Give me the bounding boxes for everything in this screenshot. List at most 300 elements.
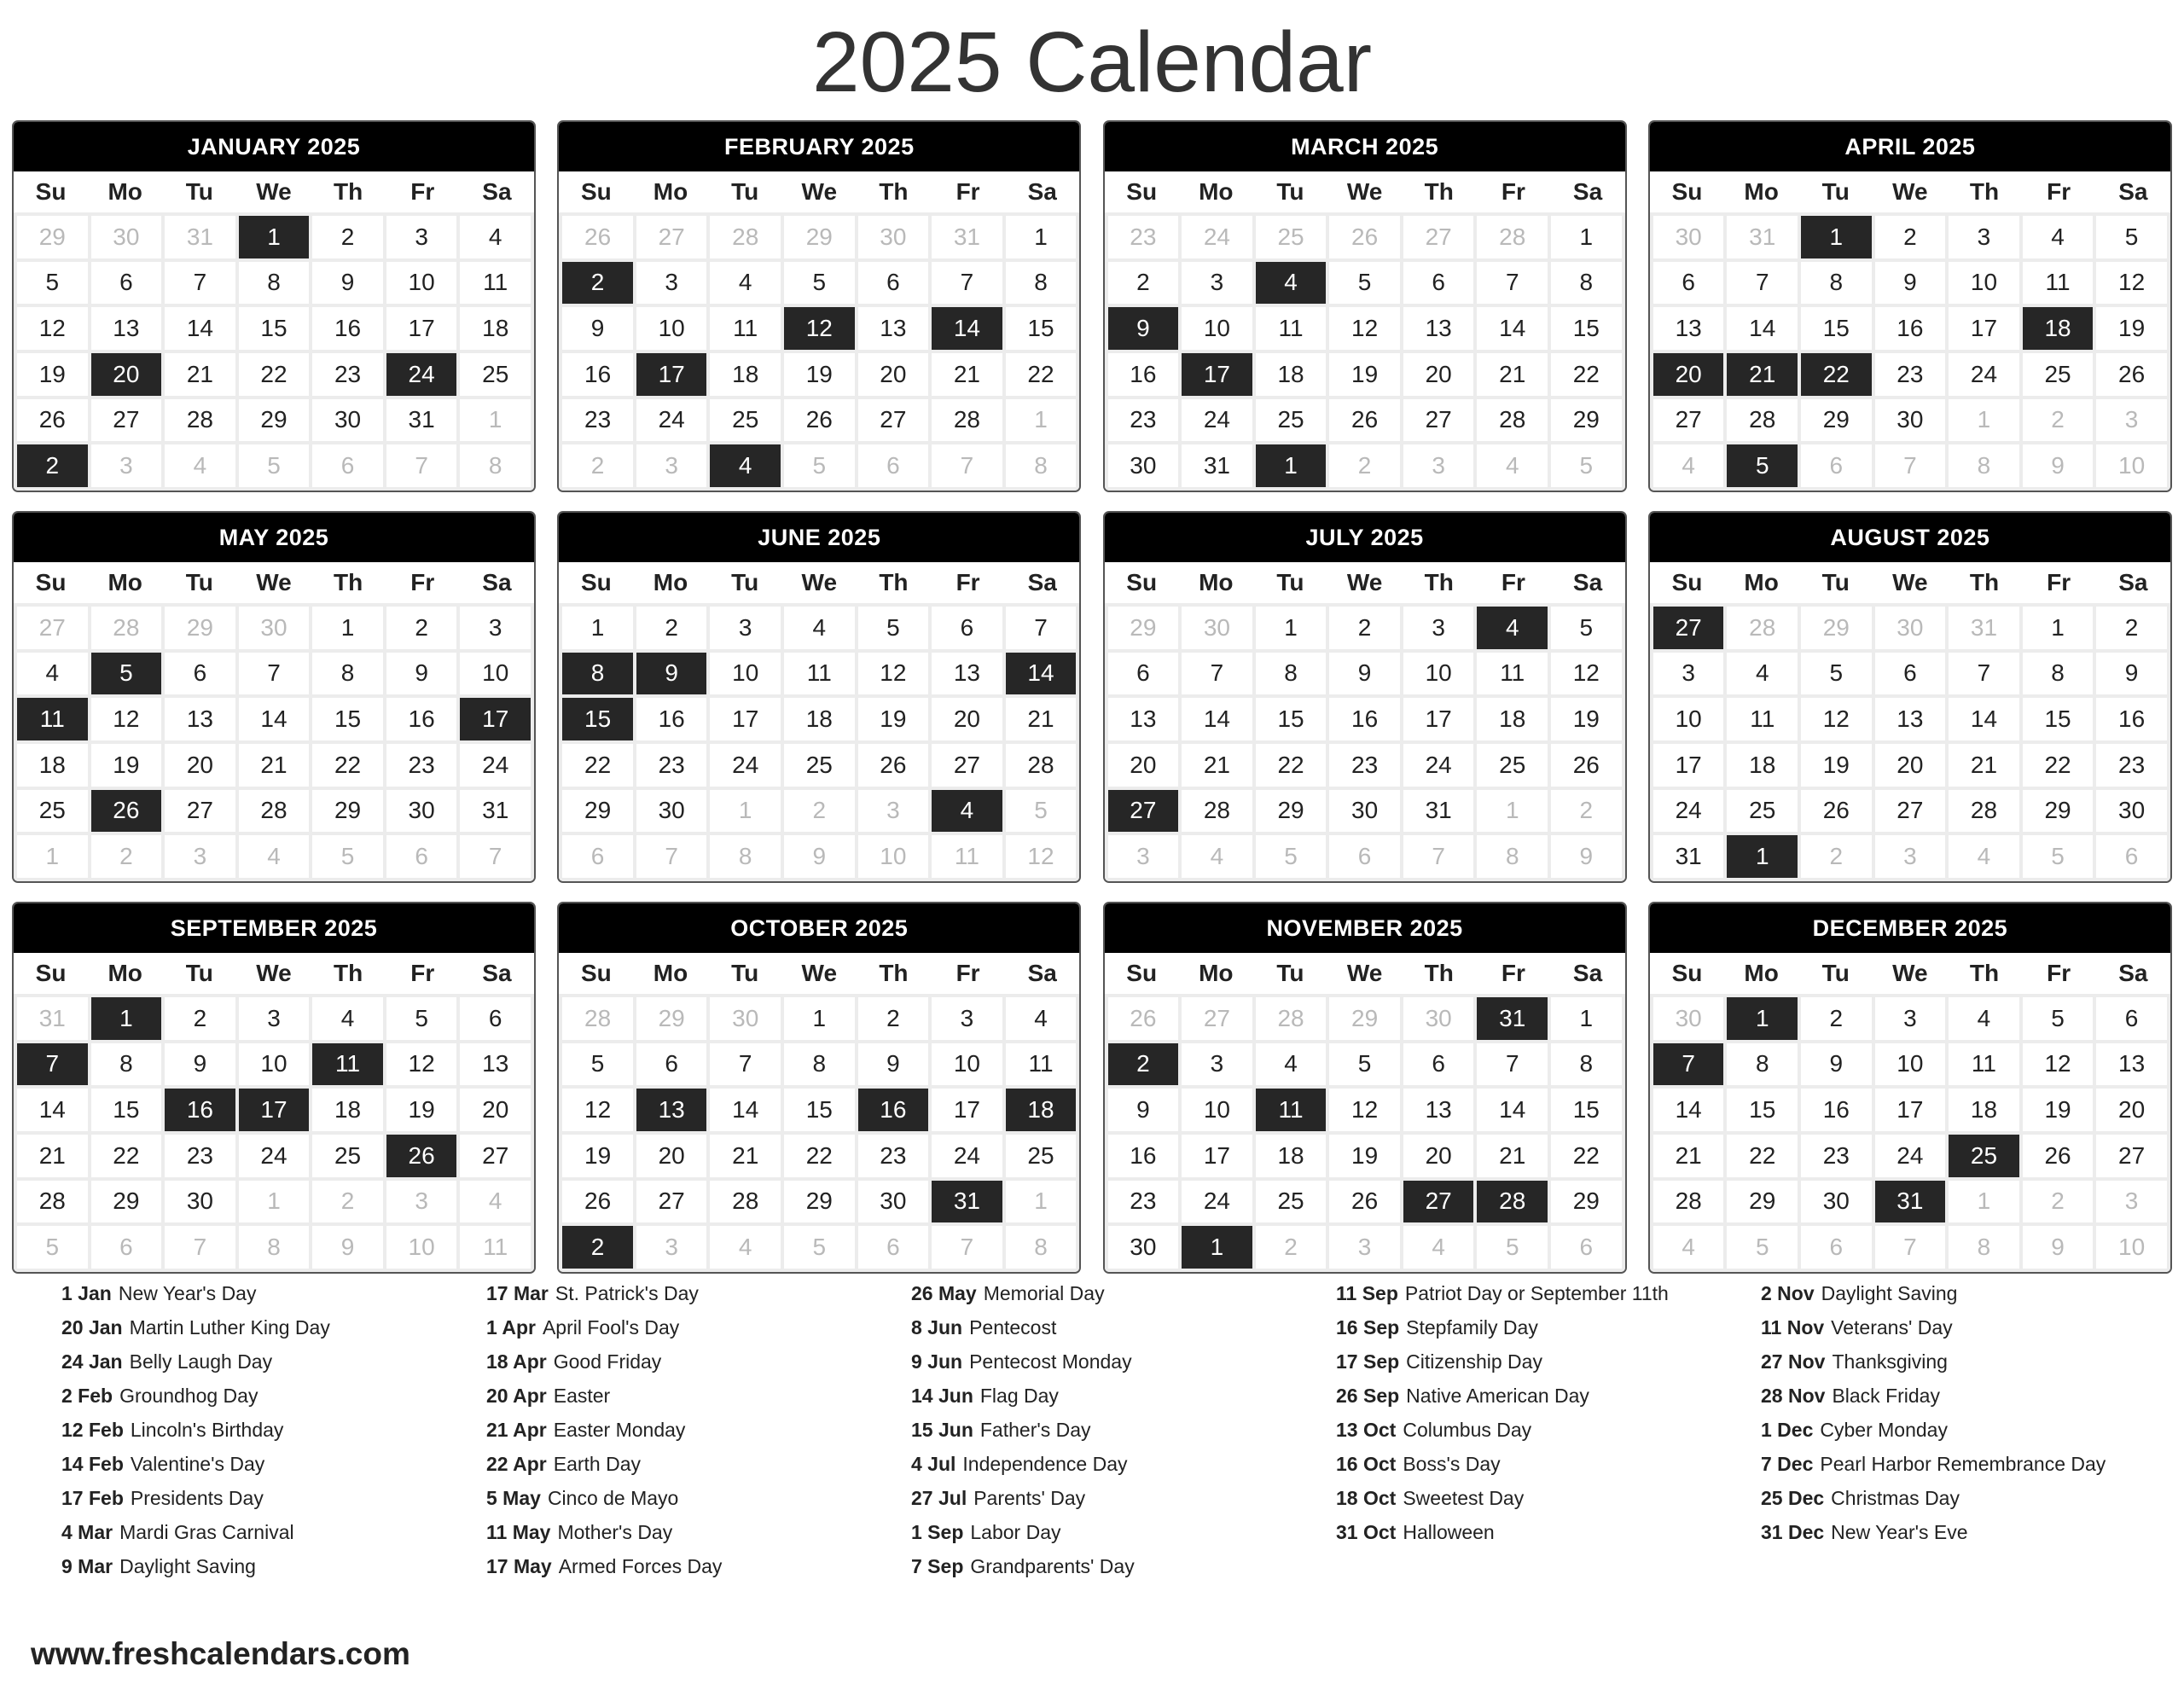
day-cell-highlighted[interactable]: 5 [1727,444,1798,487]
day-cell[interactable]: 12 [386,1043,457,1086]
day-cell-adjacent-month[interactable]: 26 [1108,997,1179,1040]
day-cell[interactable]: 15 [1256,698,1327,740]
day-cell[interactable]: 23 [858,1135,929,1177]
day-cell-adjacent-month[interactable]: 26 [1329,216,1400,258]
day-cell[interactable]: 18 [710,353,781,396]
day-cell-adjacent-month[interactable]: 28 [1256,997,1327,1040]
day-cell[interactable]: 6 [932,607,1002,649]
day-cell[interactable]: 22 [1727,1135,1798,1177]
day-cell-adjacent-month[interactable]: 6 [1551,1226,1622,1269]
day-cell[interactable]: 8 [784,1043,855,1086]
day-cell[interactable]: 8 [239,262,310,305]
day-cell[interactable]: 18 [1256,353,1327,396]
day-cell-adjacent-month[interactable]: 8 [1477,835,1548,878]
day-cell-adjacent-month[interactable]: 5 [312,835,383,878]
day-cell[interactable]: 14 [1477,307,1548,350]
day-cell[interactable]: 3 [1653,653,1724,695]
day-cell[interactable]: 8 [1551,1043,1622,1086]
day-cell[interactable]: 27 [91,399,162,442]
day-cell[interactable]: 2 [1875,216,1946,258]
day-cell[interactable]: 21 [1949,744,2019,787]
day-cell[interactable]: 2 [858,997,929,1040]
day-cell[interactable]: 29 [1727,1181,1798,1223]
day-cell-adjacent-month[interactable]: 8 [1949,1226,2019,1269]
day-cell-adjacent-month[interactable]: 8 [239,1226,310,1269]
day-cell[interactable]: 29 [1801,399,1872,442]
day-cell[interactable]: 20 [932,698,1002,740]
day-cell-adjacent-month[interactable]: 2 [2023,1181,2094,1223]
day-cell[interactable]: 23 [165,1135,235,1177]
day-cell[interactable]: 21 [932,353,1002,396]
day-cell-adjacent-month[interactable]: 9 [2023,1226,2094,1269]
day-cell[interactable]: 20 [858,353,929,396]
day-cell[interactable]: 20 [636,1135,707,1177]
day-cell[interactable]: 10 [710,653,781,695]
day-cell[interactable]: 29 [312,790,383,833]
day-cell-adjacent-month[interactable]: 3 [1875,835,1946,878]
day-cell[interactable]: 30 [1875,399,1946,442]
day-cell[interactable]: 6 [91,262,162,305]
day-cell[interactable]: 2 [312,216,383,258]
day-cell[interactable]: 19 [858,698,929,740]
day-cell[interactable]: 20 [1108,744,1179,787]
day-cell[interactable]: 17 [710,698,781,740]
day-cell[interactable]: 18 [17,744,88,787]
day-cell-adjacent-month[interactable]: 3 [636,444,707,487]
day-cell-adjacent-month[interactable]: 1 [460,399,531,442]
day-cell-highlighted[interactable]: 17 [460,698,531,740]
day-cell[interactable]: 6 [460,997,531,1040]
day-cell[interactable]: 11 [460,262,531,305]
day-cell[interactable]: 14 [1653,1089,1724,1131]
day-cell[interactable]: 15 [784,1089,855,1131]
day-cell-adjacent-month[interactable]: 4 [1653,444,1724,487]
day-cell[interactable]: 29 [1551,399,1622,442]
day-cell[interactable]: 8 [1256,653,1327,695]
day-cell[interactable]: 3 [1182,262,1252,305]
day-cell-highlighted[interactable]: 16 [165,1089,235,1131]
day-cell[interactable]: 7 [1182,653,1252,695]
day-cell-adjacent-month[interactable]: 3 [91,444,162,487]
day-cell[interactable]: 4 [460,216,531,258]
day-cell[interactable]: 12 [858,653,929,695]
day-cell[interactable]: 8 [312,653,383,695]
day-cell[interactable]: 21 [1477,1135,1548,1177]
day-cell[interactable]: 14 [710,1089,781,1131]
day-cell[interactable]: 17 [1182,1135,1252,1177]
day-cell[interactable]: 19 [17,353,88,396]
day-cell-adjacent-month[interactable]: 29 [784,216,855,258]
day-cell[interactable]: 6 [636,1043,707,1086]
day-cell-adjacent-month[interactable]: 7 [636,835,707,878]
day-cell[interactable]: 8 [1727,1043,1798,1086]
day-cell[interactable]: 15 [1551,307,1622,350]
day-cell[interactable]: 11 [710,307,781,350]
day-cell[interactable]: 2 [1801,997,1872,1040]
day-cell[interactable]: 29 [784,1181,855,1223]
day-cell[interactable]: 6 [1403,1043,1474,1086]
day-cell[interactable]: 27 [858,399,929,442]
day-cell-highlighted[interactable]: 14 [1006,653,1077,695]
day-cell[interactable]: 16 [562,353,633,396]
day-cell[interactable]: 5 [17,262,88,305]
day-cell[interactable]: 21 [1653,1135,1724,1177]
day-cell[interactable]: 4 [710,262,781,305]
day-cell-adjacent-month[interactable]: 11 [460,1226,531,1269]
day-cell-highlighted[interactable]: 20 [91,353,162,396]
day-cell[interactable]: 6 [1875,653,1946,695]
day-cell[interactable]: 17 [386,307,457,350]
day-cell[interactable]: 4 [784,607,855,649]
day-cell[interactable]: 13 [1403,1089,1474,1131]
day-cell-adjacent-month[interactable]: 7 [1403,835,1474,878]
day-cell[interactable]: 9 [1108,1089,1179,1131]
day-cell[interactable]: 15 [1727,1089,1798,1131]
day-cell[interactable]: 15 [91,1089,162,1131]
day-cell[interactable]: 14 [1949,698,2019,740]
day-cell-adjacent-month[interactable]: 28 [562,997,633,1040]
day-cell[interactable]: 19 [386,1089,457,1131]
day-cell[interactable]: 19 [2023,1089,2094,1131]
day-cell[interactable]: 26 [858,744,929,787]
day-cell[interactable]: 18 [1727,744,1798,787]
day-cell[interactable]: 7 [710,1043,781,1086]
day-cell[interactable]: 11 [1477,653,1548,695]
day-cell-highlighted[interactable]: 13 [636,1089,707,1131]
day-cell[interactable]: 10 [1182,1089,1252,1131]
day-cell[interactable]: 26 [1551,744,1622,787]
day-cell[interactable]: 21 [17,1135,88,1177]
day-cell[interactable]: 15 [1006,307,1077,350]
day-cell-adjacent-month[interactable]: 31 [17,997,88,1040]
day-cell-highlighted[interactable]: 24 [386,353,457,396]
day-cell[interactable]: 28 [17,1181,88,1223]
day-cell-highlighted[interactable]: 4 [1477,607,1548,649]
day-cell[interactable]: 18 [784,698,855,740]
day-cell[interactable]: 12 [1801,698,1872,740]
day-cell[interactable]: 3 [460,607,531,649]
day-cell-highlighted[interactable]: 16 [858,1089,929,1131]
day-cell-adjacent-month[interactable]: 4 [165,444,235,487]
day-cell-highlighted[interactable]: 1 [1182,1226,1252,1269]
day-cell[interactable]: 7 [1477,262,1548,305]
day-cell[interactable]: 2 [386,607,457,649]
day-cell-highlighted[interactable]: 4 [932,790,1002,833]
day-cell[interactable]: 1 [1551,997,1622,1040]
day-cell[interactable]: 7 [239,653,310,695]
day-cell[interactable]: 23 [636,744,707,787]
day-cell-adjacent-month[interactable]: 2 [2023,399,2094,442]
day-cell[interactable]: 7 [1949,653,2019,695]
day-cell[interactable]: 1 [312,607,383,649]
day-cell-highlighted[interactable]: 1 [1801,216,1872,258]
day-cell[interactable]: 20 [1403,353,1474,396]
day-cell-adjacent-month[interactable]: 1 [1006,1181,1077,1223]
day-cell-adjacent-month[interactable]: 1 [1949,1181,2019,1223]
day-cell-adjacent-month[interactable]: 28 [91,607,162,649]
day-cell-adjacent-month[interactable]: 27 [17,607,88,649]
day-cell[interactable]: 18 [460,307,531,350]
day-cell-highlighted[interactable]: 1 [1256,444,1327,487]
day-cell-adjacent-month[interactable]: 6 [312,444,383,487]
day-cell[interactable]: 16 [386,698,457,740]
day-cell[interactable]: 6 [165,653,235,695]
day-cell[interactable]: 19 [562,1135,633,1177]
day-cell[interactable]: 13 [858,307,929,350]
day-cell[interactable]: 14 [1182,698,1252,740]
day-cell-highlighted[interactable]: 2 [562,1226,633,1269]
day-cell[interactable]: 30 [2096,790,2167,833]
day-cell-adjacent-month[interactable]: 23 [1108,216,1179,258]
day-cell[interactable]: 1 [2023,607,2094,649]
day-cell[interactable]: 29 [1551,1181,1622,1223]
day-cell[interactable]: 24 [710,744,781,787]
day-cell[interactable]: 24 [1875,1135,1946,1177]
day-cell-highlighted[interactable]: 17 [636,353,707,396]
day-cell[interactable]: 23 [1875,353,1946,396]
day-cell[interactable]: 1 [1256,607,1327,649]
day-cell[interactable]: 3 [710,607,781,649]
day-cell-highlighted[interactable]: 4 [710,444,781,487]
day-cell-highlighted[interactable]: 18 [2023,307,2094,350]
day-cell[interactable]: 1 [1551,216,1622,258]
day-cell[interactable]: 18 [1256,1135,1327,1177]
day-cell-adjacent-month[interactable]: 7 [460,835,531,878]
day-cell[interactable]: 31 [1403,790,1474,833]
day-cell[interactable]: 12 [17,307,88,350]
day-cell[interactable]: 2 [2096,607,2167,649]
day-cell[interactable]: 4 [1256,1043,1327,1086]
day-cell-adjacent-month[interactable]: 6 [858,444,929,487]
day-cell-adjacent-month[interactable]: 1 [710,790,781,833]
day-cell-adjacent-month[interactable]: 3 [386,1181,457,1223]
day-cell[interactable]: 28 [1006,744,1077,787]
day-cell[interactable]: 22 [239,353,310,396]
day-cell-highlighted[interactable]: 15 [562,698,633,740]
day-cell-adjacent-month[interactable]: 6 [1329,835,1400,878]
day-cell-adjacent-month[interactable]: 29 [1801,607,1872,649]
day-cell-adjacent-month[interactable]: 30 [1875,607,1946,649]
day-cell-adjacent-month[interactable]: 31 [1727,216,1798,258]
day-cell[interactable]: 15 [1801,307,1872,350]
day-cell-adjacent-month[interactable]: 1 [239,1181,310,1223]
day-cell[interactable]: 10 [1653,698,1724,740]
day-cell-adjacent-month[interactable]: 5 [1727,1226,1798,1269]
day-cell[interactable]: 30 [1108,444,1179,487]
day-cell-adjacent-month[interactable]: 3 [858,790,929,833]
day-cell-highlighted[interactable]: 27 [1653,607,1724,649]
day-cell[interactable]: 28 [1727,399,1798,442]
day-cell[interactable]: 9 [312,262,383,305]
day-cell[interactable]: 21 [710,1135,781,1177]
day-cell[interactable]: 25 [312,1135,383,1177]
day-cell[interactable]: 29 [91,1181,162,1223]
day-cell-adjacent-month[interactable]: 7 [932,1226,1002,1269]
day-cell[interactable]: 14 [165,307,235,350]
day-cell[interactable]: 27 [2096,1135,2167,1177]
day-cell[interactable]: 22 [784,1135,855,1177]
day-cell[interactable]: 30 [165,1181,235,1223]
day-cell-adjacent-month[interactable]: 6 [562,835,633,878]
day-cell[interactable]: 19 [1329,353,1400,396]
day-cell[interactable]: 20 [1875,744,1946,787]
day-cell[interactable]: 27 [636,1181,707,1223]
day-cell-adjacent-month[interactable]: 30 [858,216,929,258]
day-cell[interactable]: 16 [312,307,383,350]
day-cell-adjacent-month[interactable]: 9 [312,1226,383,1269]
day-cell[interactable]: 15 [2023,698,2094,740]
day-cell[interactable]: 13 [91,307,162,350]
day-cell[interactable]: 24 [636,399,707,442]
day-cell-adjacent-month[interactable]: 30 [1403,997,1474,1040]
day-cell[interactable]: 25 [17,790,88,833]
day-cell[interactable]: 26 [1801,790,1872,833]
day-cell[interactable]: 26 [1329,399,1400,442]
day-cell-adjacent-month[interactable]: 29 [1329,997,1400,1040]
day-cell[interactable]: 4 [2023,216,2094,258]
day-cell[interactable]: 25 [1256,399,1327,442]
day-cell[interactable]: 22 [1006,353,1077,396]
day-cell[interactable]: 27 [1875,790,1946,833]
day-cell[interactable]: 28 [165,399,235,442]
day-cell-adjacent-month[interactable]: 6 [2096,835,2167,878]
day-cell[interactable]: 11 [1727,698,1798,740]
day-cell[interactable]: 19 [91,744,162,787]
day-cell-adjacent-month[interactable]: 5 [1006,790,1077,833]
day-cell-adjacent-month[interactable]: 1 [1949,399,2019,442]
day-cell[interactable]: 24 [1403,744,1474,787]
day-cell[interactable]: 25 [460,353,531,396]
day-cell[interactable]: 10 [460,653,531,695]
day-cell[interactable]: 10 [1949,262,2019,305]
day-cell[interactable]: 9 [2096,653,2167,695]
day-cell-adjacent-month[interactable]: 8 [710,835,781,878]
day-cell[interactable]: 2 [165,997,235,1040]
day-cell[interactable]: 14 [17,1089,88,1131]
day-cell[interactable]: 5 [386,997,457,1040]
day-cell[interactable]: 5 [1329,262,1400,305]
day-cell-adjacent-month[interactable]: 6 [386,835,457,878]
day-cell-adjacent-month[interactable]: 10 [858,835,929,878]
day-cell-adjacent-month[interactable]: 4 [1949,835,2019,878]
day-cell[interactable]: 30 [1108,1226,1179,1269]
day-cell[interactable]: 3 [1875,997,1946,1040]
day-cell[interactable]: 25 [2023,353,2094,396]
day-cell[interactable]: 31 [1182,444,1252,487]
day-cell[interactable]: 14 [1727,307,1798,350]
day-cell[interactable]: 1 [1006,216,1077,258]
day-cell[interactable]: 4 [17,653,88,695]
day-cell[interactable]: 4 [312,997,383,1040]
day-cell-adjacent-month[interactable]: 27 [1182,997,1252,1040]
day-cell-adjacent-month[interactable]: 10 [2096,444,2167,487]
day-cell[interactable]: 7 [1006,607,1077,649]
day-cell-adjacent-month[interactable]: 30 [710,997,781,1040]
day-cell[interactable]: 12 [2096,262,2167,305]
day-cell[interactable]: 25 [1256,1181,1327,1223]
day-cell[interactable]: 7 [1477,1043,1548,1086]
day-cell[interactable]: 3 [636,262,707,305]
day-cell[interactable]: 20 [165,744,235,787]
day-cell[interactable]: 29 [239,399,310,442]
day-cell[interactable]: 2 [636,607,707,649]
day-cell-highlighted[interactable]: 9 [636,653,707,695]
day-cell-adjacent-month[interactable]: 8 [460,444,531,487]
day-cell[interactable]: 19 [2096,307,2167,350]
day-cell[interactable]: 16 [1329,698,1400,740]
day-cell-adjacent-month[interactable]: 30 [1653,216,1724,258]
day-cell[interactable]: 15 [312,698,383,740]
day-cell[interactable]: 5 [562,1043,633,1086]
day-cell[interactable]: 3 [932,997,1002,1040]
day-cell-adjacent-month[interactable]: 28 [1727,607,1798,649]
day-cell[interactable]: 25 [784,744,855,787]
day-cell[interactable]: 6 [2096,997,2167,1040]
day-cell[interactable]: 17 [1403,698,1474,740]
day-cell-adjacent-month[interactable]: 29 [1108,607,1179,649]
day-cell[interactable]: 13 [932,653,1002,695]
day-cell[interactable]: 9 [1801,1043,1872,1086]
day-cell-adjacent-month[interactable]: 24 [1182,216,1252,258]
day-cell-adjacent-month[interactable]: 7 [1875,444,1946,487]
day-cell[interactable]: 10 [1182,307,1252,350]
day-cell-highlighted[interactable]: 31 [1875,1181,1946,1223]
day-cell-highlighted[interactable]: 4 [1256,262,1327,305]
day-cell-adjacent-month[interactable]: 6 [1801,444,1872,487]
day-cell-adjacent-month[interactable]: 7 [386,444,457,487]
day-cell[interactable]: 24 [1182,1181,1252,1223]
day-cell[interactable]: 9 [165,1043,235,1086]
day-cell[interactable]: 7 [932,262,1002,305]
day-cell[interactable]: 16 [1108,353,1179,396]
day-cell-adjacent-month[interactable]: 10 [2096,1226,2167,1269]
day-cell[interactable]: 22 [1551,1135,1622,1177]
day-cell[interactable]: 10 [932,1043,1002,1086]
day-cell[interactable]: 28 [1949,790,2019,833]
day-cell-adjacent-month[interactable]: 4 [1403,1226,1474,1269]
day-cell[interactable]: 14 [1477,1089,1548,1131]
day-cell[interactable]: 5 [1801,653,1872,695]
day-cell[interactable]: 20 [460,1089,531,1131]
day-cell-adjacent-month[interactable]: 6 [858,1226,929,1269]
day-cell[interactable]: 24 [1949,353,2019,396]
day-cell-adjacent-month[interactable]: 8 [1006,1226,1077,1269]
day-cell-adjacent-month[interactable]: 4 [1653,1226,1724,1269]
day-cell[interactable]: 4 [1727,653,1798,695]
day-cell-highlighted[interactable]: 2 [17,444,88,487]
day-cell[interactable]: 13 [460,1043,531,1086]
day-cell[interactable]: 12 [2023,1043,2094,1086]
day-cell[interactable]: 31 [386,399,457,442]
day-cell-adjacent-month[interactable]: 8 [1949,444,2019,487]
day-cell[interactable]: 19 [1801,744,1872,787]
day-cell[interactable]: 22 [562,744,633,787]
day-cell-adjacent-month[interactable]: 7 [932,444,1002,487]
day-cell-highlighted[interactable]: 5 [91,653,162,695]
day-cell-highlighted[interactable]: 25 [1949,1135,2019,1177]
day-cell-adjacent-month[interactable]: 2 [1801,835,1872,878]
day-cell[interactable]: 29 [562,790,633,833]
day-cell-adjacent-month[interactable]: 4 [239,835,310,878]
day-cell-adjacent-month[interactable]: 5 [1477,1226,1548,1269]
day-cell[interactable]: 21 [1477,353,1548,396]
day-cell[interactable]: 20 [1403,1135,1474,1177]
day-cell-highlighted[interactable]: 12 [784,307,855,350]
day-cell-highlighted[interactable]: 7 [17,1043,88,1086]
day-cell-highlighted[interactable]: 26 [386,1135,457,1177]
day-cell-adjacent-month[interactable]: 27 [1403,216,1474,258]
day-cell-adjacent-month[interactable]: 1 [1006,399,1077,442]
